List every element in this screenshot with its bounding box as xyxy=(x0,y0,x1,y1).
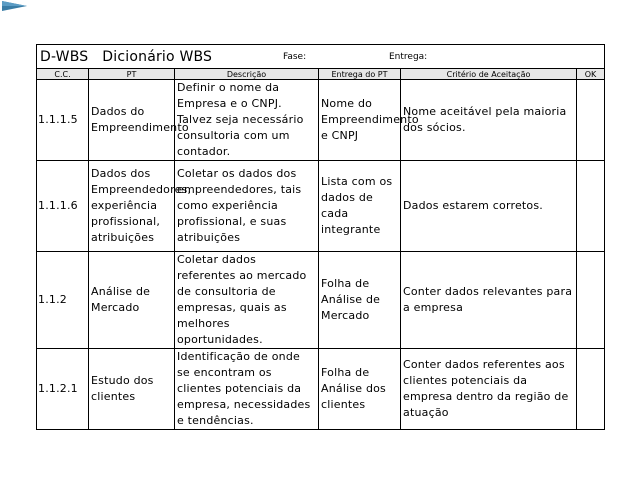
cell-entrega: Folha de Análise dos clientes xyxy=(319,349,401,430)
cell-criterio: Conter dados relevantes para a empresa xyxy=(401,252,577,349)
cell-pt: Dados do Empreendimento xyxy=(89,80,175,161)
cell-criterio: Dados estarem corretos. xyxy=(401,161,577,252)
table-row xyxy=(37,161,605,252)
header-cc: C.C. xyxy=(37,69,89,80)
cell-ok xyxy=(577,80,605,161)
header-ok: OK xyxy=(577,69,605,80)
cell-descricao: Coletar dados referentes ao mercado de consultoria de empresas, quais as melhores oportunidades. xyxy=(175,252,319,349)
cell-cc: 1.1.2 xyxy=(37,252,89,349)
header-entrega: Entrega do PT xyxy=(319,69,401,80)
cell-pt: Estudo dos clientes xyxy=(89,349,175,430)
title-cell xyxy=(37,45,605,69)
cell-descricao: Identificação de onde se encontram os clientes potenciais da empresa, necessidades e tendências. xyxy=(175,349,319,430)
cell-descricao: Coletar os dados dos empreendedores, tais como experiência profissional, e suas atribuições xyxy=(175,161,319,252)
cell-descricao: Definir o nome da Empresa e o CNPJ. Talvez seja necessário consultoria com um contador. xyxy=(175,80,319,161)
cell-entrega: Folha de Análise de Mercado xyxy=(319,252,401,349)
cell-cc: 1.1.1.5 xyxy=(37,80,89,161)
header-descricao: Descrição xyxy=(175,69,319,80)
cell-cc: 1.1.2.1 xyxy=(37,349,89,430)
header-pt: PT xyxy=(89,69,175,80)
title-row xyxy=(37,45,605,69)
table-row xyxy=(37,349,605,430)
cell-ok xyxy=(577,161,605,252)
table-row xyxy=(37,252,605,349)
document-title: D-WBS Dicionário WBS xyxy=(40,48,213,65)
column-header-row xyxy=(37,69,605,80)
fase-label: Fase: xyxy=(283,51,307,62)
cell-ok xyxy=(577,252,605,349)
cell-ok xyxy=(577,349,605,430)
entrega-label: Entrega: xyxy=(389,51,428,62)
cell-entrega: Nome do Empreendimento e CNPJ xyxy=(319,80,401,161)
cell-pt: Análise de Mercado xyxy=(89,252,175,349)
header-criterio: Critério de Aceitação xyxy=(401,69,577,80)
arrow-bullet-icon xyxy=(0,0,30,12)
cell-pt: Dados dos Empreendedores, experiência profissional, atribuições xyxy=(89,161,175,252)
cell-cc: 1.1.1.6 xyxy=(37,161,89,252)
wbs-dictionary-table xyxy=(36,44,605,430)
table-row xyxy=(37,80,605,161)
cell-criterio: Conter dados referentes aos clientes potenciais da empresa dentro da região de atuação xyxy=(401,349,577,430)
cell-criterio: Nome aceitável pela maioria dos sócios. xyxy=(401,80,577,161)
cell-entrega: Lista com os dados de cada integrante xyxy=(319,161,401,252)
